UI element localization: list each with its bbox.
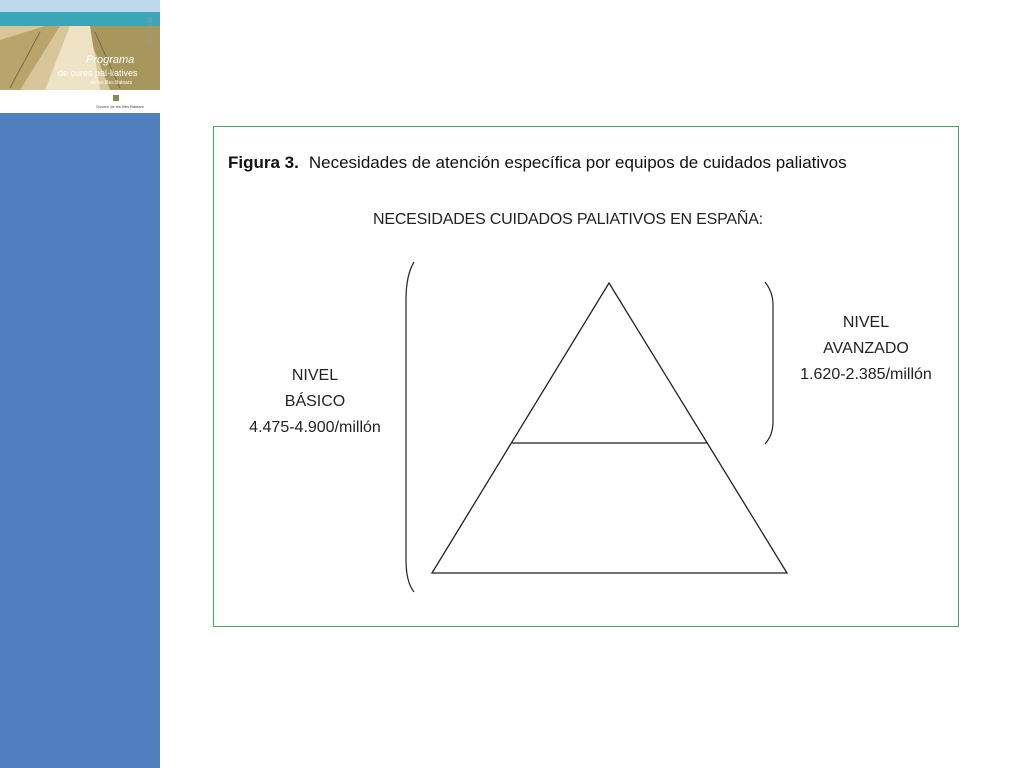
basic-level-line2: BÁSICO (284, 393, 346, 410)
cover-region: de les Illes Balears (90, 80, 132, 86)
advanced-level-line2: AVANZADO (823, 340, 909, 357)
cover-years: 2013|2016 (148, 16, 154, 45)
figure-title: Necesidades de atención específica por equipos de cuidados paliativos (308, 153, 847, 172)
basic-level-line1: NIVEL (291, 367, 339, 384)
advanced-level-bracket (765, 282, 773, 444)
cover-title-line1: Programa (86, 54, 135, 66)
cover-title-line2: de cures pal·liatives (58, 68, 138, 78)
figure-number: Figura 3. (228, 153, 299, 172)
diagram-heading: NECESIDADES CUIDADOS PALIATIVOS EN ESPAÑA: (373, 211, 763, 228)
advanced-level-label (778, 310, 954, 388)
advanced-level-value: 1.620-2.385/millón (800, 366, 932, 383)
advanced-level-line1: NIVEL (842, 314, 890, 331)
basic-level-bracket (406, 262, 414, 592)
pyramid-outline (432, 283, 787, 573)
basic-level-value: 4.475-4.900/millón (249, 419, 381, 436)
basic-level-label (236, 363, 394, 441)
cover-footer: Govern de les Illes Balears (96, 104, 144, 109)
